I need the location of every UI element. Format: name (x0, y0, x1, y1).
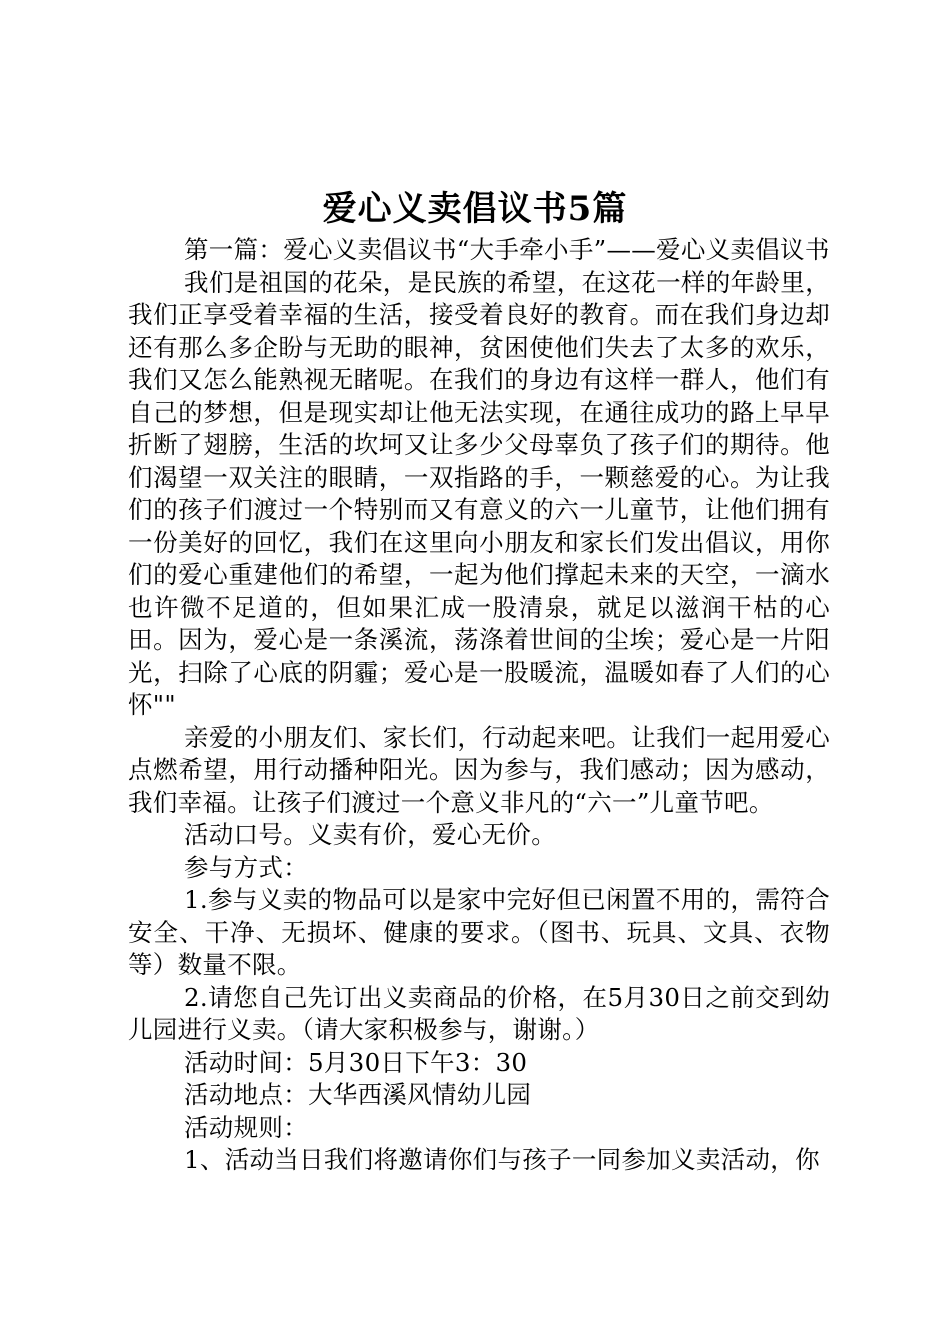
document-title: 爱心义卖倡议书5篇 (322, 189, 628, 229)
paragraph-heading: 第一篇：爱心义卖倡议书“大手牵小手”——爱心义卖倡议书 (184, 235, 830, 264)
paragraph-intro: 我们是祖国的花朵，是民族的希望，在这花一样的年龄里，我们正享受着幸福的生活，接受着良好的教育。而在我们身边却还有那么多企盼与无助的眼神，贫困使他们失去了太多的欢乐，我们又怎么能熟视无睹呢。在我们的身边有这样一群人，他们有自己的梦想，但是现实却让他无法实现，在通往成功的路上早早折断了翅膀，生活的坎坷又让多少父母辜负了孩子们的期待。他们渴望一双关注的眼睛，一双指路的手，一颗慈爱的心。为让我们的孩子们渡过一个特别而又有意义的六一儿童节，让他们拥有一份美好的回忆，我们在这里向小朋友和家长们发出倡议，用你们的爱心重建他们的希望，一起为他们撑起未来的天空，一滴水也许微不足道的，但如果汇成一股清泉，就足以滋润干枯的心田。因为，爱心是一条溪流，荡涤着世间的尘埃；爱心是一片阳光，扫除了心底的阴霾；爱心是一股暖流，温暖如春了人们的心怀"" (128, 267, 830, 719)
paragraph-activity-location: 活动地点：大华西溪风情幼儿园 (184, 1080, 532, 1109)
paragraph-participation-heading: 参与方式： (184, 852, 308, 882)
paragraph-rules-item-1: 1、活动当日我们将邀请你们与孩子一同参加义卖活动，你 (184, 1145, 820, 1174)
document-body (128, 234, 830, 1177)
paragraph-activity-time: 活动时间：5月30日下午3：30 (184, 1047, 528, 1077)
paragraph-participation-item-1: 1.参与义卖的物品可以是家中完好但已闲置不用的，需符合安全、干净、无损坏、健康的要求。（图书、玩具、文具、衣物等）数量不限。 (128, 885, 830, 979)
paragraph-participation-item-2: 2.请您自己先订出义卖商品的价格，在5月30日之前交到幼儿园进行义卖。（请大家积极参与，谢谢。） (128, 982, 830, 1044)
paragraph-slogan: 活动口号。义卖有价，爱心无价。 (184, 820, 556, 849)
paragraph-appeal: 亲爱的小朋友们、家长们，行动起来吧。让我们一起用爱心点燃希望，用行动播种阳光。因为参与，我们感动；因为感动，我们幸福。让孩子们渡过一个意义非凡的“六一”儿童节吧。 (128, 722, 830, 817)
paragraph-rules-heading: 活动规则： (184, 1112, 308, 1142)
